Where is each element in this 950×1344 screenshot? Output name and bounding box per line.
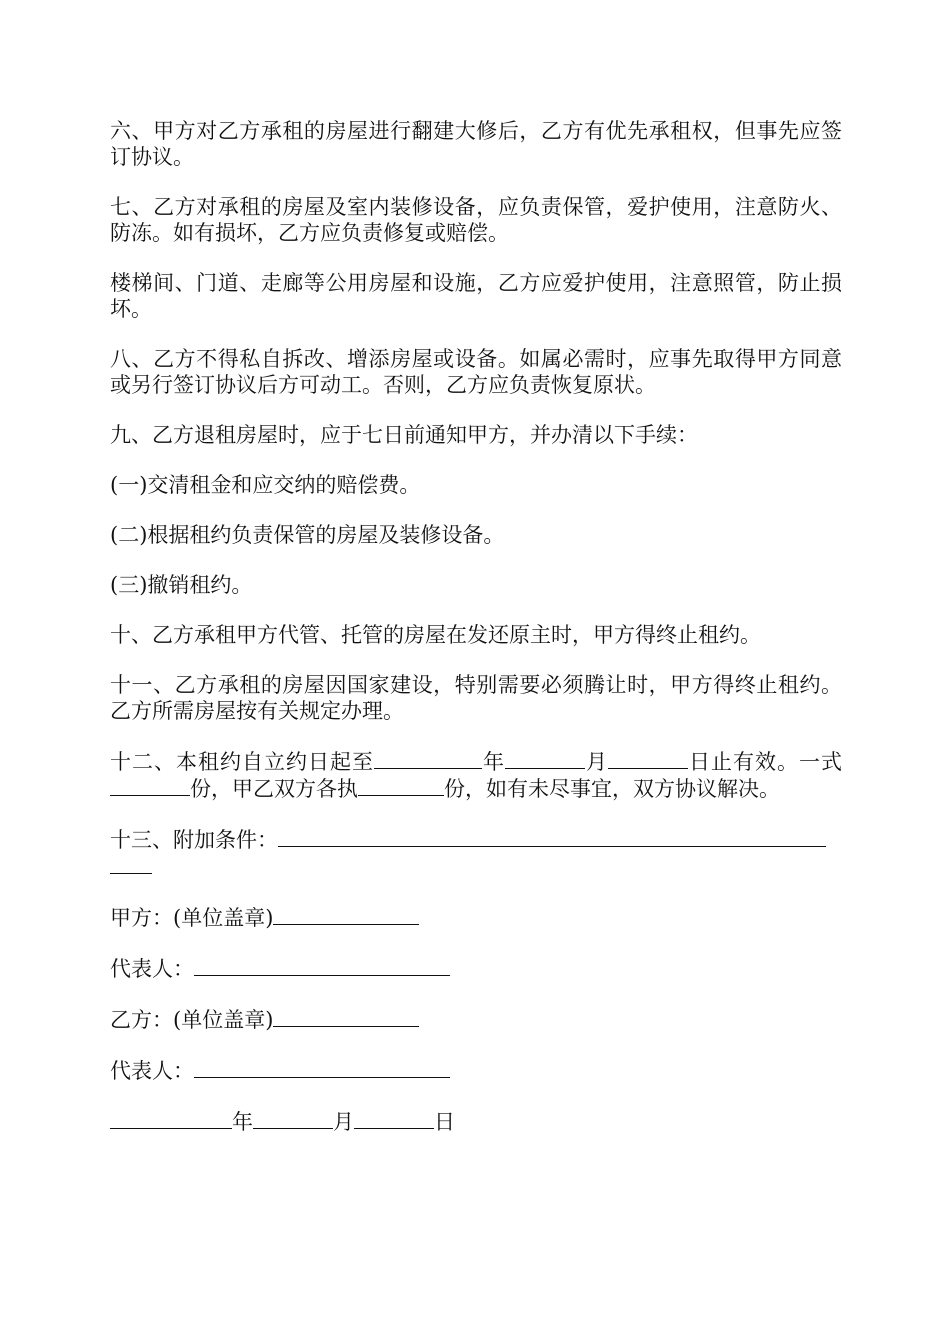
- contract-body: [110, 118, 842, 1159]
- total-copies-blank[interactable]: [110, 775, 190, 796]
- clause-9: 九、乙方退租房屋时，应于七日前通知甲方，并办清以下手续：: [110, 423, 698, 447]
- clause-12-text-2: 日止有效。一式: [688, 750, 842, 774]
- clause-9-item-3: (三)撤销租约。: [110, 573, 253, 597]
- clause-12-text-3: 份，如有未尽事宜，双方协议解决。: [444, 777, 780, 801]
- party-b-representative: [110, 1057, 842, 1084]
- each-party-copies-blank[interactable]: [358, 775, 444, 796]
- party-a-rep-label: 代表人：: [110, 957, 194, 981]
- sign-month-label: 月: [333, 1110, 354, 1134]
- clause-10: 十、乙方承租甲方代管、托管的房屋在发还原主时，甲方得终止租约。: [110, 623, 761, 647]
- additional-terms-blank[interactable]: [278, 826, 826, 847]
- party-a-label: 甲方：(单位盖章): [110, 906, 274, 930]
- signing-date: [110, 1108, 842, 1135]
- clause-6: 六、甲方对乙方承租的房屋进行翻建大修后，乙方有优先承租权，但事先应签订协议。: [110, 119, 842, 169]
- party-a-rep-blank[interactable]: [194, 955, 450, 976]
- end-month-blank[interactable]: [505, 748, 585, 769]
- party-b-rep-label: 代表人：: [110, 1059, 194, 1083]
- clause-8: 八、乙方不得私自拆改、增添房屋或设备。如属必需时，应事先取得甲方同意或另行签订协议后方可动工。否则，乙方应负责恢复原状。: [110, 347, 842, 397]
- party-b-label: 乙方：(单位盖章): [110, 1008, 274, 1032]
- clause-7-common-areas: 楼梯间、门道、走廊等公用房屋和设施，乙方应爱护使用，注意照管，防止损坏。: [110, 271, 842, 321]
- clause-12-month: 月: [585, 750, 608, 774]
- party-b-signature: [110, 1006, 842, 1033]
- party-b-rep-blank[interactable]: [194, 1057, 450, 1078]
- sign-day-blank[interactable]: [354, 1108, 434, 1129]
- clause-12-text-1: 十二、本租约自立约日起至: [110, 750, 374, 774]
- sign-year-blank[interactable]: [110, 1108, 232, 1129]
- clause-11: 十一、乙方承租的房屋因国家建设，特别需要必须腾让时，甲方得终止租约。乙方所需房屋按有关规定办理。: [110, 673, 842, 723]
- clause-9-item-2: (二)根据租约负责保管的房屋及装修设备。: [110, 523, 505, 547]
- party-b-seal-blank[interactable]: [273, 1006, 419, 1027]
- sign-month-blank[interactable]: [253, 1108, 333, 1129]
- additional-terms-blank-continued[interactable]: [110, 853, 152, 874]
- party-a-representative: [110, 955, 842, 982]
- clause-13: [110, 826, 842, 880]
- end-day-blank[interactable]: [608, 748, 688, 769]
- clause-9-item-1: (一)交清租金和应交纳的赔偿费。: [110, 473, 421, 497]
- party-a-signature: [110, 904, 842, 931]
- clause-7: 七、乙方对承租的房屋及室内装修设备，应负责保管，爱护使用，注意防火、防冻。如有损坏，乙方应负责修复或赔偿。: [110, 195, 842, 245]
- clause-12-year: 年: [482, 750, 505, 774]
- clause-12-text-copies: 份，甲乙双方各执: [190, 777, 358, 801]
- party-a-seal-blank[interactable]: [273, 904, 419, 925]
- end-year-blank[interactable]: [374, 748, 482, 769]
- clause-12: [110, 748, 842, 802]
- clause-13-label: 十三、附加条件：: [110, 828, 278, 852]
- sign-day-label: 日: [434, 1110, 455, 1134]
- sign-year-label: 年: [232, 1110, 253, 1134]
